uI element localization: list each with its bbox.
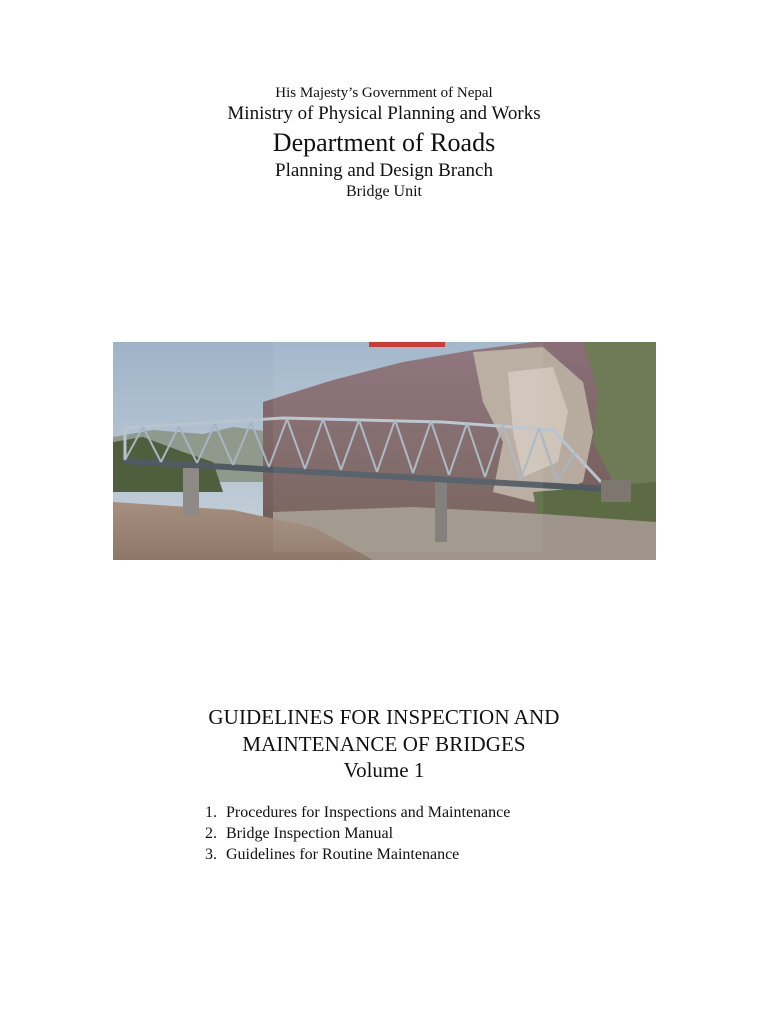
list-item <box>205 823 510 844</box>
list-item-text: Procedures for Inspections and Maintenance <box>226 804 511 821</box>
list-item <box>205 802 510 823</box>
contents-list <box>205 802 510 865</box>
unit-name: Bridge Unit <box>346 183 422 200</box>
list-item <box>205 844 510 865</box>
list-item-text: Bridge Inspection Manual <box>226 825 394 842</box>
bridge-photo <box>113 342 656 560</box>
ministry-name: Ministry of Physical Planning and Works <box>227 103 541 124</box>
document-title-line-1: GUIDELINES FOR INSPECTION AND <box>208 705 560 729</box>
list-item-number: 1. <box>205 804 217 821</box>
department-name: Department of Roads <box>272 128 496 157</box>
branch-name: Planning and Design Branch <box>275 160 493 181</box>
list-item-text: Guidelines for Routine Maintenance <box>226 846 460 863</box>
government-name: His Majesty’s Government of Nepal <box>275 85 493 101</box>
volume-label: Volume 1 <box>343 758 425 782</box>
list-item-number: 3. <box>205 846 217 863</box>
list-item-number: 2. <box>205 825 217 842</box>
document-title-line-2: MAINTENANCE OF BRIDGES <box>242 732 526 756</box>
